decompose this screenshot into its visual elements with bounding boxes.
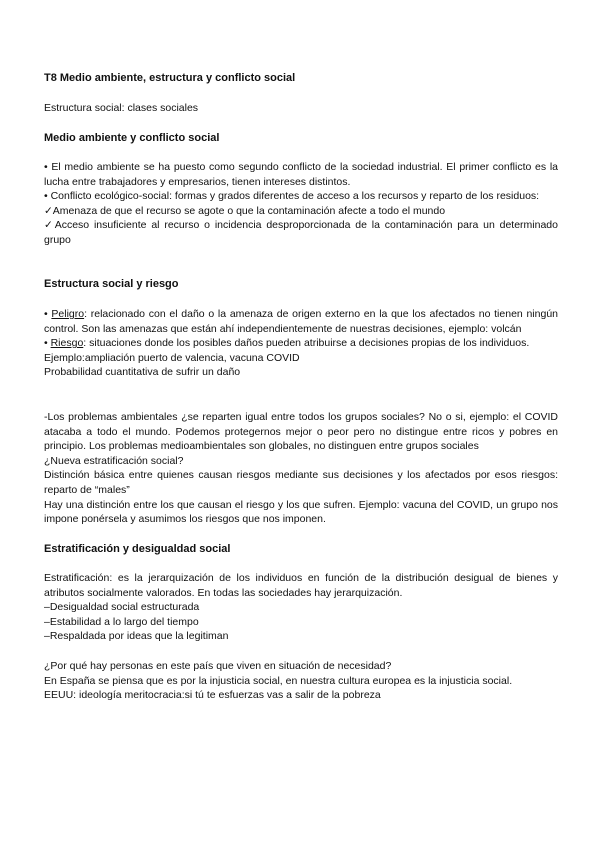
- definition-peligro: • Peligro: relacionado con el daño o la amenaza de origen externo en la que los afectados no tienen ningún control. Son las amenazas que están ahí independientemente de nuestras decisiones, ejemplo: volcán: [44, 308, 559, 335]
- paragraph: • Conflicto ecológico-social: formas y grados diferentes de acceso a los recursos y reparto de los residuos:: [44, 190, 540, 203]
- section-heading-estratificacion: Estratificación y desigualdad social: [44, 543, 231, 555]
- paragraph: ¿Por qué hay personas en este país que viven en situación de necesidad?: [44, 660, 392, 672]
- term-peligro: Peligro: [51, 308, 85, 320]
- document-title: T8 Medio ambiente, estructura y conflicto social: [44, 72, 296, 84]
- paragraph: Distinción básica entre quienes causan riesgos mediante sus decisiones y los afectados por esos riesgos: reparto de “males”: [44, 469, 558, 496]
- paragraph: Hay una distinción entre los que causan el riesgo y los que sufren. Ejemplo: vacuna del COVID, un grupo nos impone ponérsela y asumimos los riesgos que nos imponen.: [44, 498, 558, 526]
- section-riesgo-discussion: [44, 410, 558, 527]
- list-item: –Respaldada por ideas que la legitiman: [44, 630, 229, 643]
- list-item: –Desigualdad social estructurada: [44, 601, 200, 614]
- document-subtitle: Estructura social: clases sociales: [44, 102, 199, 114]
- paragraph: ¿Nueva estratificación social?: [44, 454, 184, 467]
- section-heading-medio-ambiente: Medio ambiente y conflicto social: [44, 132, 220, 144]
- term-riesgo: Riesgo: [50, 337, 84, 350]
- paragraph: En España se piensa que es por la injusticia social, en nuestra cultura europea es la injusticia social.: [44, 674, 513, 687]
- paragraph: Ejemplo:ampliación puerto de valencia, vacuna COVID: [44, 351, 300, 364]
- check-item: ✓Amenaza de que el recurso se agote o que la contaminación afecte a todo el mundo: [44, 204, 446, 217]
- definition-riesgo: • Riesgo: situaciones donde los posibles daños pueden atribuirse a decisiones propias de los individuos.: [44, 337, 530, 350]
- check-item: ✓Acceso insuficiente al recurso o incidencia desproporcionada de la contaminación para un determinado grupo: [44, 219, 558, 246]
- section-heading-estructura-riesgo: Estructura social y riesgo: [44, 278, 179, 290]
- section-medio-ambiente-body: [44, 160, 558, 248]
- section-estratificacion-questions: [44, 659, 558, 703]
- paragraph: EEUU: ideología meritocracia:si tú te esfuerzas vas a salir de la pobreza: [44, 689, 381, 702]
- paragraph: Estratificación: es la jerarquización de los individuos en función de la distribución desigual de bienes y atributos socialmente valorados. En todas las sociedades hay jerarquización.: [44, 572, 558, 599]
- section-riesgo-definitions: [44, 307, 558, 380]
- paragraph: Probabilidad cuantitativa de sufrir un daño: [44, 366, 241, 379]
- paragraph: -Los problemas ambientales ¿se reparten igual entre todos los grupos sociales? No o si, ejemplo: el COVID atacaba a todo el mundo. Podemos protegernos mejor o peor pero no distingue entre ricos y pobres en principio. Los problemas medioambientales son globales, no distinguen entre grupos sociales: [44, 411, 558, 453]
- section-estratificacion-body: [44, 571, 558, 644]
- list-item: –Estabilidad a lo largo del tiempo: [44, 615, 199, 628]
- paragraph: • El medio ambiente se ha puesto como segundo conflicto de la sociedad industrial. El primer conflicto es la lucha entre trabajadores y empresarios, tienen intereses distintos.: [44, 161, 558, 188]
